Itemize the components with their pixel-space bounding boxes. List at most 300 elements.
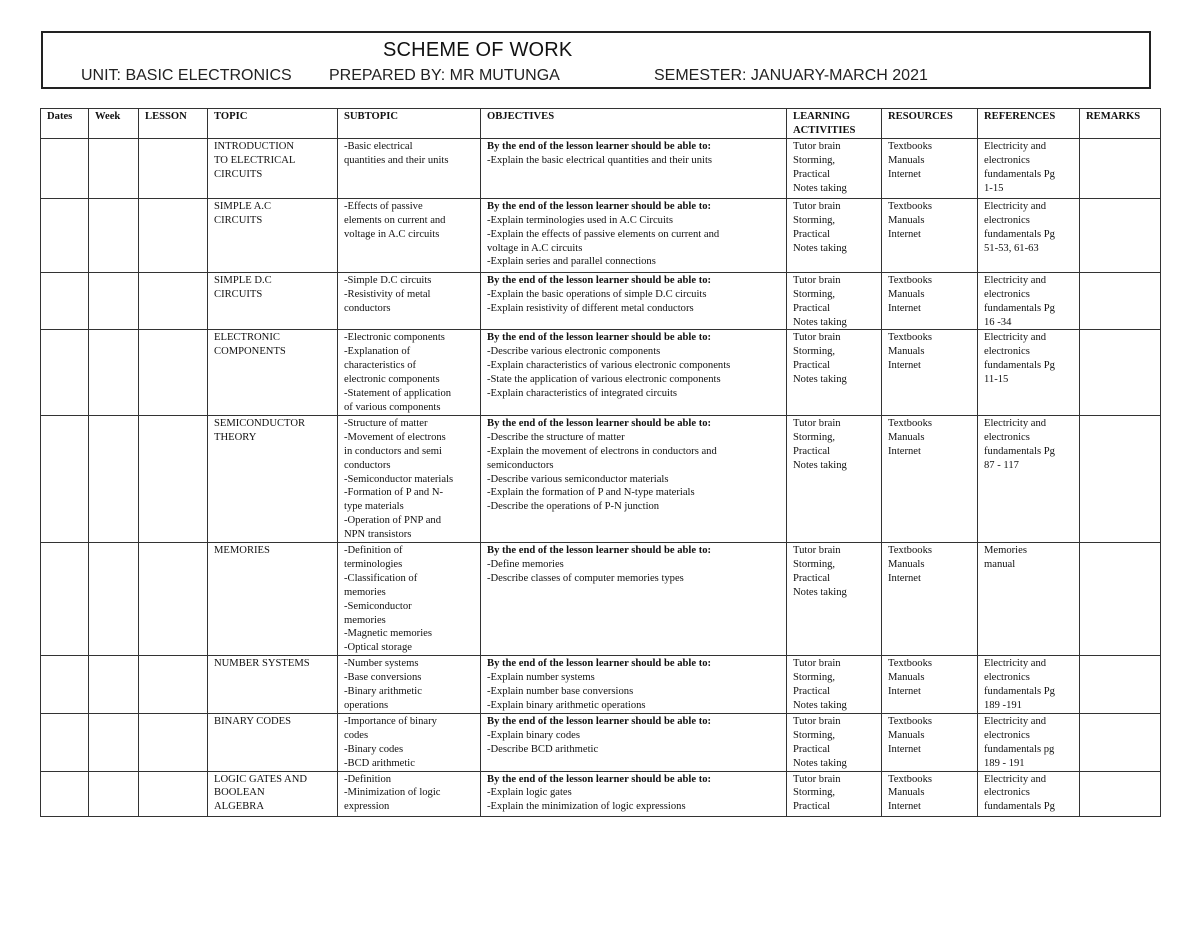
reference-line: Electricity and [984,274,1047,286]
column-header-dates: Dates [41,109,89,139]
dates-cell [41,138,89,198]
subtopic-line: -Semiconductor materials [344,473,454,485]
objective-line: -Explain characteristics of various electronic components [487,360,731,372]
week-cell [89,272,139,330]
subtopic-line: characteristics of [344,360,417,372]
objective-line: -Describe classes of computer memories types [487,572,684,584]
activity-line: Practical [793,743,831,755]
topic-cell [208,713,338,771]
activity-line: Practical [793,572,831,584]
resource-line: Manuals [888,787,925,799]
column-header-references: REFERENCES [978,109,1080,139]
objective-line: -Explain number base conversions [487,686,634,698]
activities-cell [787,330,882,415]
resource-line: Manuals [888,729,925,741]
topic-line: COMPONENTS [214,346,286,358]
subtopic-cell [338,138,481,198]
subtopic-line: electronic components [344,374,440,386]
subtopic-line: -Magnetic memories [344,628,432,640]
resources-cell [882,415,978,542]
column-header-week: Week [89,109,139,139]
resource-line: Textbooks [888,773,932,785]
subtopic-line: -Structure of matter [344,417,428,429]
week-cell [89,138,139,198]
reference-line: fundamentals Pg [984,302,1055,314]
dates-cell [41,272,89,330]
activity-line: Notes taking [793,316,847,328]
subtopic-line: quantities and their units [344,154,449,166]
topic-line: MEMORIES [214,545,270,557]
activities-cell [787,138,882,198]
objective-line: -Describe BCD arithmetic [487,743,599,755]
reference-line: Electricity and [984,140,1047,152]
activity-line: Notes taking [793,586,847,598]
objectives-cell [481,272,787,330]
subtopic-line: -Definition [344,773,392,785]
reference-line: 189 - 191 [984,757,1025,769]
activities-cell [787,543,882,656]
topic-cell [208,272,338,330]
subtopic-line: -Optical storage [344,642,412,654]
activity-line: Storming, [793,431,836,443]
lesson-cell [139,138,208,198]
objectives-heading: By the end of the lesson learner should be able to: [487,332,712,344]
objective-line: -Explain terminologies used in A.C Circuits [487,214,673,226]
resource-line: Textbooks [888,332,932,344]
subtopic-line: -Binary arithmetic [344,686,422,698]
topic-line: NUMBER SYSTEMS [214,658,310,670]
resource-line: Textbooks [888,274,932,286]
subtopic-line: memories [344,614,386,626]
objective-line: -Explain binary arithmetic operations [487,700,646,711]
resources-cell [882,771,978,816]
reference-line: fundamentals Pg [984,445,1055,457]
week-cell [89,198,139,272]
resource-line: Internet [888,801,921,813]
activity-line: Tutor brain [793,274,841,286]
objectives-heading: By the end of the lesson learner should be able to: [487,545,712,557]
column-header-resources: RESOURCES [882,109,978,139]
topic-cell [208,415,338,542]
objectives-cell [481,330,787,415]
objective-line: -Explain the formation of P and N-type materials [487,487,695,499]
resources-cell [882,330,978,415]
activity-line: Storming, [793,214,836,226]
reference-line: electronics [984,787,1030,799]
subtopic-line: -Resistivity of metal [344,288,431,300]
reference-line: fundamentals Pg [984,686,1055,698]
subtopic-line: -Binary codes [344,743,404,755]
week-cell [89,543,139,656]
objective-line: -Explain the basic operations of simple D.C circuits [487,288,707,300]
column-header-remarks: REMARKS [1080,109,1161,139]
activity-line: Practical [793,302,831,314]
subtopic-line: -Semiconductor [344,600,412,612]
week-cell [89,330,139,415]
activity-line: Storming, [793,288,836,300]
subtopic-line: operations [344,700,389,711]
topic-cell [208,198,338,272]
column-header-lesson: LESSON [139,109,208,139]
activity-line: Notes taking [793,757,847,769]
dates-cell [41,543,89,656]
objectives-heading: By the end of the lesson learner should be able to: [487,715,712,727]
resource-line: Manuals [888,558,925,570]
activity-line: Storming, [793,558,836,570]
dates-cell [41,198,89,272]
reference-line: electronics [984,154,1030,166]
activity-line: Tutor brain [793,200,841,212]
table-row [41,713,1161,771]
resource-line: Manuals [888,672,925,684]
resource-line: Textbooks [888,200,932,212]
objectives-cell [481,771,787,816]
column-header-subtopic: SUBTOPIC [338,109,481,139]
activity-line: Storming, [793,346,836,358]
activity-line: Tutor brain [793,417,841,429]
activity-line: Practical [793,686,831,698]
topic-line: ELECTRONIC [214,332,280,344]
activity-line: Notes taking [793,700,847,711]
topic-line: CIRCUITS [214,168,263,180]
subtopic-line: -Explanation of [344,346,411,358]
references-cell [978,771,1080,816]
references-cell [978,198,1080,272]
objective-line: -Describe various electronic components [487,346,661,358]
reference-line: Electricity and [984,200,1047,212]
subtopic-line: -Number systems [344,658,419,670]
resource-line: Manuals [888,154,925,166]
table-row [41,771,1161,816]
subtopic-line: -Classification of [344,572,418,584]
objectives-heading: By the end of the lesson learner should be able to: [487,200,712,212]
reference-line: electronics [984,672,1030,684]
reference-line: electronics [984,346,1030,358]
reference-line: 1-15 [984,182,1004,194]
header-info-line [81,67,928,85]
references-cell [978,138,1080,198]
scheme-of-work-table [40,108,1161,817]
reference-line: fundamentals Pg [984,801,1055,813]
table-row [41,415,1161,542]
subtopic-line: -Statement of application [344,388,452,400]
objectives-heading: By the end of the lesson learner should be able to: [487,417,712,429]
references-cell [978,415,1080,542]
objective-line: -Explain the basic electrical quantities and their units [487,154,713,166]
activity-line: Tutor brain [793,773,841,785]
reference-line: 16 -34 [984,316,1012,328]
document-title: SCHEME OF WORK [383,39,573,61]
subtopic-cell [338,656,481,714]
subtopic-cell [338,415,481,542]
subtopic-line: -Basic electrical [344,140,413,152]
subtopic-line: -Movement of electrons [344,431,446,443]
subtopic-cell [338,272,481,330]
reference-line: electronics [984,729,1030,741]
topic-line: BOOLEAN [214,787,265,799]
objectives-cell [481,543,787,656]
objectives-cell [481,713,787,771]
activity-line: Storming, [793,787,836,799]
dates-cell [41,771,89,816]
resources-cell [882,656,978,714]
remarks-cell [1080,713,1161,771]
table-row [41,656,1161,714]
topic-line: SEMICONDUCTOR [214,417,306,429]
objectives-heading: By the end of the lesson learner should be able to: [487,274,712,286]
resource-line: Manuals [888,431,925,443]
table-row [41,138,1161,198]
subtopic-line: -Operation of PNP and [344,515,441,527]
semester-label: SEMESTER: JANUARY-MARCH 2021 [654,67,928,84]
objectives-heading: By the end of the lesson learner should be able to: [487,658,712,670]
resource-line: Textbooks [888,140,932,152]
topic-line: THEORY [214,431,257,443]
reference-line: 189 -191 [984,700,1022,711]
reference-line: Electricity and [984,773,1047,785]
objectives-cell [481,415,787,542]
table-body [41,138,1161,816]
subtopic-line: in conductors and semi [344,445,442,457]
objective-line: -Describe the operations of P-N junction [487,501,660,513]
resource-line: Internet [888,360,921,372]
activity-line: Tutor brain [793,332,841,344]
resource-line: Internet [888,302,921,314]
resource-line: Internet [888,168,921,180]
column-header-topic: TOPIC [208,109,338,139]
subtopic-cell [338,330,481,415]
remarks-cell [1080,656,1161,714]
topic-line: BINARY CODES [214,715,292,727]
resources-cell [882,138,978,198]
subtopic-line: NPN transistors [344,529,412,541]
references-cell [978,272,1080,330]
table-row [41,543,1161,656]
subtopic-line: memories [344,586,386,598]
table-row [41,272,1161,330]
subtopic-line: conductors [344,459,391,471]
activity-line: Storming, [793,154,836,166]
lesson-cell [139,771,208,816]
activity-line: Tutor brain [793,545,841,557]
activities-cell [787,656,882,714]
resources-cell [882,543,978,656]
subtopic-line: elements on current and [344,214,446,226]
dates-cell [41,330,89,415]
activity-line: Tutor brain [793,658,841,670]
resource-line: Internet [888,686,921,698]
lesson-cell [139,656,208,714]
resource-line: Internet [888,228,921,240]
topic-cell [208,138,338,198]
subtopic-line: of various components [344,401,441,413]
week-cell [89,713,139,771]
table-row [41,330,1161,415]
objective-line: -Define memories [487,558,564,570]
remarks-cell [1080,138,1161,198]
reference-line: Electricity and [984,715,1047,727]
subtopic-line: -Definition of [344,545,403,557]
reference-line: Electricity and [984,332,1047,344]
subtopic-cell [338,198,481,272]
topic-line: LOGIC GATES AND [214,773,307,785]
objectives-cell [481,198,787,272]
prepared-by-label: PREPARED BY: MR MUTUNGA [329,67,560,84]
references-cell [978,330,1080,415]
activities-cell [787,415,882,542]
activity-line: Notes taking [793,182,847,194]
objective-line: -Explain characteristics of integrated circuits [487,388,678,400]
resource-line: Internet [888,743,921,755]
resource-line: Textbooks [888,658,932,670]
resource-line: Internet [888,572,921,584]
topic-cell [208,771,338,816]
remarks-cell [1080,543,1161,656]
table-header-row [41,109,1161,139]
lesson-cell [139,543,208,656]
activity-line: Practical [793,801,831,813]
resource-line: Manuals [888,288,925,300]
objective-line: -Explain series and parallel connections [487,256,656,268]
lesson-cell [139,272,208,330]
reference-line: fundamentals Pg [984,168,1055,180]
dates-cell [41,656,89,714]
topic-line: CIRCUITS [214,288,263,300]
topic-cell [208,543,338,656]
reference-line: fundamentals Pg [984,228,1055,240]
subtopic-cell [338,543,481,656]
objectives-cell [481,656,787,714]
reference-line: 11-15 [984,374,1009,386]
dates-cell [41,415,89,542]
week-cell [89,656,139,714]
subtopic-line: -Effects of passive [344,200,423,212]
lesson-cell [139,330,208,415]
objective-line: -Describe various semiconductor materials [487,473,669,485]
references-cell [978,656,1080,714]
topic-line: TO ELECTRICAL [214,154,296,166]
reference-line: electronics [984,214,1030,226]
activity-line: Notes taking [793,459,847,471]
activities-cell [787,272,882,330]
week-cell [89,771,139,816]
subtopic-line: expression [344,801,390,813]
activity-line: Storming, [793,672,836,684]
activity-line: Tutor brain [793,140,841,152]
reference-line: 87 - 117 [984,459,1019,471]
activities-cell [787,198,882,272]
subtopic-line: -Importance of binary [344,715,437,727]
objective-line: -Explain resistivity of different metal conductors [487,302,694,314]
topic-line: CIRCUITS [214,214,263,226]
references-cell [978,543,1080,656]
activity-line: Storming, [793,729,836,741]
reference-line: Memories [984,545,1027,557]
activity-line: Notes taking [793,374,847,386]
resources-cell [882,198,978,272]
activities-cell [787,771,882,816]
objective-line: semiconductors [487,459,554,471]
resource-line: Manuals [888,214,925,226]
objective-line: -Describe the structure of matter [487,431,625,443]
subtopic-line: conductors [344,302,391,314]
objective-line: -State the application of various electronic components [487,374,721,386]
subtopic-line: -BCD arithmetic [344,757,415,769]
topic-cell [208,656,338,714]
table-row [41,198,1161,272]
subtopic-cell [338,771,481,816]
subtopic-line: -Base conversions [344,672,422,684]
subtopic-line: -Electronic components [344,332,445,344]
subtopic-line: terminologies [344,558,403,570]
unit-label: UNIT: BASIC ELECTRONICS [81,67,292,84]
subtopic-line: -Formation of P and N- [344,487,444,499]
topic-line: INTRODUCTION [214,140,295,152]
resource-line: Textbooks [888,417,932,429]
resource-line: Textbooks [888,545,932,557]
resource-line: Internet [888,445,921,457]
resource-line: Manuals [888,346,925,358]
topic-cell [208,330,338,415]
reference-line: electronics [984,431,1030,443]
remarks-cell [1080,330,1161,415]
objective-line: -Explain the effects of passive elements on current and [487,228,720,240]
resource-line: Textbooks [888,715,932,727]
subtopic-line: -Simple D.C circuits [344,274,432,286]
reference-line: fundamentals pg [984,743,1055,755]
activity-line: Practical [793,228,831,240]
reference-line: Electricity and [984,658,1047,670]
subtopic-line: type materials [344,501,404,513]
column-header-objectives: OBJECTIVES [481,109,787,139]
remarks-cell [1080,415,1161,542]
lesson-cell [139,415,208,542]
objectives-heading: By the end of the lesson learner should be able to: [487,140,712,152]
references-cell [978,713,1080,771]
objectives-heading: By the end of the lesson learner should be able to: [487,773,712,785]
activity-line: Practical [793,360,831,372]
reference-line: fundamentals Pg [984,360,1055,372]
reference-line: Electricity and [984,417,1047,429]
reference-line: 51-53, 61-63 [984,242,1039,254]
week-cell [89,415,139,542]
subtopic-line: -Minimization of logic [344,787,441,799]
activity-line: Notes taking [793,242,847,254]
activity-line: Practical [793,168,831,180]
topic-line: SIMPLE D.C [214,274,272,286]
column-header-learning-activities: LEARNING ACTIVITIES [787,109,882,139]
subtopic-line: voltage in A.C circuits [344,228,440,240]
objective-line: -Explain the minimization of logic expressions [487,801,686,813]
subtopic-cell [338,713,481,771]
topic-line: ALGEBRA [214,801,265,813]
objectives-cell [481,138,787,198]
objective-line: -Explain the movement of electrons in conductors and [487,445,717,457]
resources-cell [882,272,978,330]
topic-line: SIMPLE A.C [214,200,272,212]
objective-line: -Explain number systems [487,672,595,684]
objective-line: -Explain logic gates [487,787,572,799]
resources-cell [882,713,978,771]
activities-cell [787,713,882,771]
lesson-cell [139,198,208,272]
objective-line: voltage in A.C circuits [487,242,583,254]
objective-line: -Explain binary codes [487,729,580,741]
document-header [41,31,1151,89]
dates-cell [41,713,89,771]
remarks-cell [1080,198,1161,272]
activity-line: Practical [793,445,831,457]
